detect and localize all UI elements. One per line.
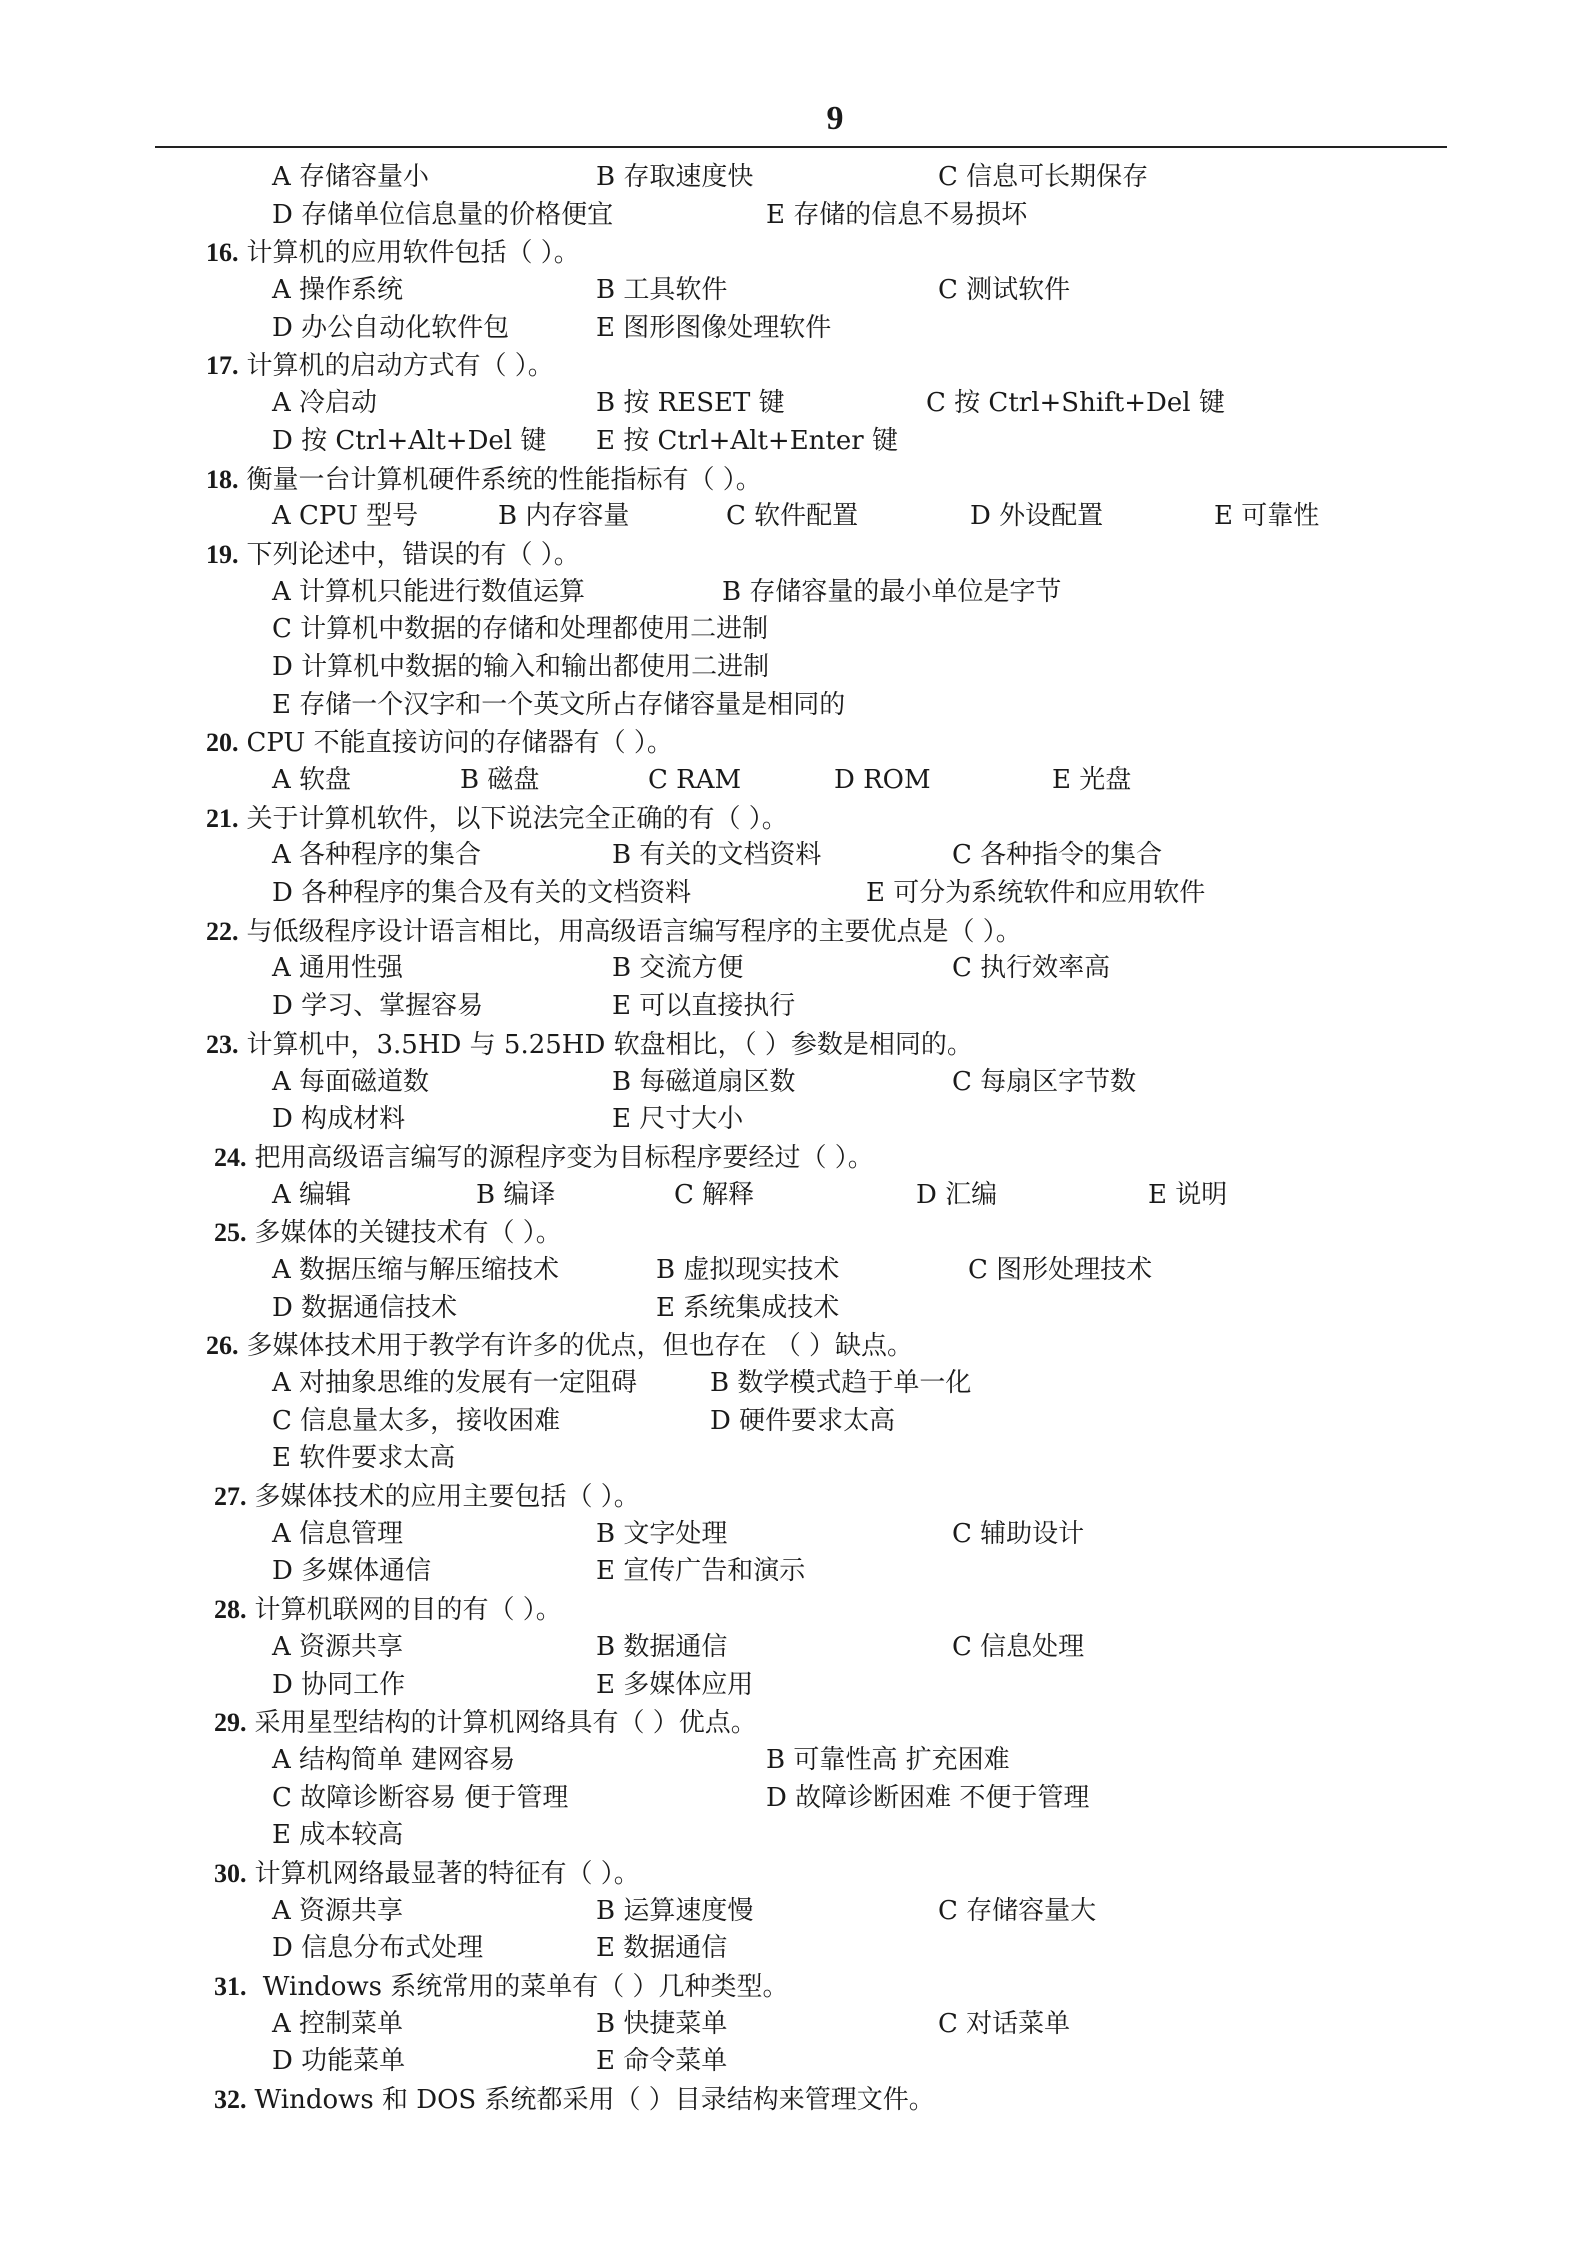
question-row <box>0 461 1594 499</box>
answer-option: B 工具软件 <box>596 275 728 306</box>
options-row <box>0 1101 1594 1139</box>
answer-option: C 解释 <box>674 1179 755 1210</box>
options-row <box>0 385 1594 423</box>
question-stem: 计算机中，3.5HD 与 5.25HD 软盘相比，（ ）参数是相同的。 <box>246 1029 973 1060</box>
question-stem: Windows 和 DOS 系统都采用（ ）目录结构来管理文件。 <box>254 2085 935 2116</box>
answer-option: D 功能菜单 <box>272 2046 406 2077</box>
question-row <box>0 1139 1594 1177</box>
question-stem: 多媒体技术的应用主要包括（ ）。 <box>254 1482 640 1513</box>
answer-option: D 数据通信技术 <box>272 1292 458 1323</box>
answer-option: B 文字处理 <box>596 1518 728 1549</box>
question-text <box>206 347 554 386</box>
question-number: 30. <box>214 1858 247 1888</box>
answer-option: B 虚拟现实技术 <box>656 1254 840 1285</box>
answer-option: C 存储容量大 <box>938 1895 1097 1926</box>
answer-option: A 控制菜单 <box>272 2008 404 2039</box>
answer-option: E 尺寸大小 <box>612 1104 744 1135</box>
answer-option: C 按 Ctrl+Shift+Del 键 <box>926 388 1225 419</box>
answer-option: D ROM <box>834 765 931 795</box>
options-row <box>0 272 1594 310</box>
answer-option: A 计算机只能进行数值运算 <box>272 576 586 607</box>
question-stem: 计算机的启动方式有（ ）。 <box>246 351 554 382</box>
answer-option: D 各种程序的集合及有关的文档资料 <box>272 878 692 909</box>
options-row <box>0 762 1594 800</box>
answer-option: B 存取速度快 <box>596 162 754 192</box>
answer-option: A CPU 型号 <box>272 501 419 532</box>
question-stem: 关于计算机软件，以下说法完全正确的有（ ）。 <box>246 803 788 834</box>
question-number: 29. <box>214 1708 247 1738</box>
answer-option: D 多媒体通信 <box>272 1556 432 1587</box>
question-stem: 计算机的应用软件包括（ ）。 <box>246 238 580 269</box>
question-text <box>206 1026 973 1065</box>
options-row <box>0 1629 1594 1667</box>
answer-option: C 各种指令的集合 <box>952 840 1163 871</box>
question-number: 28. <box>214 1595 247 1625</box>
answer-option: C 信息处理 <box>952 1631 1085 1662</box>
question-stem: 多媒体技术用于教学有许多的优点，但也存在 （ ）缺点。 <box>246 1331 914 1362</box>
question-row <box>0 1855 1594 1893</box>
options-row <box>0 423 1594 461</box>
answer-option: E 命令菜单 <box>596 2046 728 2077</box>
question-number: 24. <box>214 1142 247 1172</box>
answer-option: A 存储容量小 <box>272 162 430 192</box>
answer-option: D 信息分布式处理 <box>272 1933 484 1964</box>
question-row <box>0 347 1594 385</box>
answer-option: D 学习、掌握容易 <box>272 991 484 1022</box>
options-row <box>0 1403 1594 1441</box>
answer-option: A 通用性强 <box>272 953 404 984</box>
question-number: 21. <box>206 803 239 833</box>
question-number: 20. <box>206 728 239 758</box>
page-number: 9 <box>826 100 844 137</box>
header-rule <box>155 146 1447 148</box>
options-row <box>0 837 1594 875</box>
options-row <box>0 1780 1594 1818</box>
answer-option: D 按 Ctrl+Alt+Del 键 <box>272 425 547 456</box>
answer-option: A 数据压缩与解压缩技术 <box>272 1254 560 1285</box>
options-row <box>0 310 1594 348</box>
options-row <box>0 1252 1594 1290</box>
answer-option: B 按 RESET 键 <box>596 388 785 419</box>
question-row <box>0 1327 1594 1365</box>
question-text <box>214 1214 562 1253</box>
question-stem: 与低级程序设计语言相比，用高级语言编写程序的主要优点是（ ）。 <box>246 916 1022 947</box>
question-list <box>0 159 1594 2119</box>
question-stem: 多媒体的关键技术有（ ）。 <box>254 1218 562 1249</box>
options-row <box>0 574 1594 612</box>
answer-option: E 多媒体应用 <box>596 1669 754 1700</box>
options-row <box>0 2006 1594 2044</box>
question-stem: CPU 不能直接访问的存储器有（ ）。 <box>246 728 673 759</box>
answer-option: A 结构简单 建网容易 <box>272 1744 516 1775</box>
question-stem: 计算机联网的目的有（ ）。 <box>254 1595 562 1626</box>
options-row <box>0 1553 1594 1591</box>
answer-option: C 故障诊断容易 便于管理 <box>272 1782 569 1813</box>
options-row <box>0 498 1594 536</box>
question-number: 22. <box>206 916 239 946</box>
answer-option: B 快捷菜单 <box>596 2008 728 2039</box>
answer-option: E 存储一个汉字和一个英文所占存储容量是相同的 <box>272 689 846 720</box>
answer-option: A 资源共享 <box>272 1895 404 1926</box>
options-row <box>0 1893 1594 1931</box>
answer-option: C 信息可长期保存 <box>938 162 1149 192</box>
options-row <box>0 988 1594 1026</box>
answer-option: D 计算机中数据的输入和输出都使用二进制 <box>272 651 770 682</box>
options-row <box>0 159 1594 197</box>
options-row <box>0 1064 1594 1102</box>
answer-option: B 可靠性高 扩充困难 <box>766 1744 1010 1775</box>
options-row <box>0 1930 1594 1968</box>
question-number: 18. <box>206 464 239 494</box>
answer-option: C 辅助设计 <box>952 1518 1085 1549</box>
answer-option: E 数据通信 <box>596 1933 728 1964</box>
options-row <box>0 950 1594 988</box>
question-text <box>206 913 1022 952</box>
question-row <box>0 1478 1594 1516</box>
answer-option: A 操作系统 <box>272 275 404 306</box>
answer-option: B 交流方便 <box>612 953 744 984</box>
answer-option: C 软件配置 <box>726 501 859 532</box>
question-stem: 下列论述中，错误的有（ ）。 <box>246 539 580 570</box>
answer-option: D 协同工作 <box>272 1669 406 1700</box>
answer-option: E 说明 <box>1148 1179 1228 1210</box>
question-row <box>0 913 1594 951</box>
question-text <box>214 1968 789 2007</box>
question-number: 26. <box>206 1331 239 1361</box>
options-row <box>0 1742 1594 1780</box>
answer-option: D 故障诊断困难 不便于管理 <box>766 1782 1090 1813</box>
question-text <box>214 1139 874 1178</box>
options-row <box>0 611 1594 649</box>
answer-option: B 数学模式趋于单一化 <box>710 1368 972 1398</box>
answer-option: C 信息量太多，接收困难 <box>272 1405 561 1436</box>
answer-option: B 内存容量 <box>498 501 630 532</box>
options-row <box>0 1177 1594 1215</box>
question-text <box>206 724 673 763</box>
answer-option: C 测试软件 <box>938 275 1071 306</box>
answer-option: A 编辑 <box>272 1179 352 1210</box>
question-text <box>214 1704 757 1743</box>
question-stem: 计算机网络最显著的特征有（ ）。 <box>254 1858 640 1889</box>
answer-option: E 可靠性 <box>1214 501 1320 532</box>
question-number: 16. <box>206 238 239 268</box>
answer-option: C 计算机中数据的存储和处理都使用二进制 <box>272 614 769 645</box>
answer-option: E 宣传广告和演示 <box>596 1556 806 1587</box>
answer-option: C 对话菜单 <box>938 2008 1071 2039</box>
options-row <box>0 1516 1594 1554</box>
question-row <box>0 724 1594 762</box>
answer-option: D 构成材料 <box>272 1104 406 1135</box>
answer-option: A 信息管理 <box>272 1518 404 1549</box>
question-text <box>206 536 580 575</box>
question-row <box>0 2081 1594 2119</box>
answer-option: C 每扇区字节数 <box>952 1066 1137 1097</box>
answer-option: B 存储容量的最小单位是字节 <box>722 576 1062 607</box>
options-row <box>0 875 1594 913</box>
answer-option: B 运算速度慢 <box>596 1895 754 1926</box>
answer-option: B 编译 <box>476 1179 556 1210</box>
question-number: 27. <box>214 1482 247 1512</box>
answer-option: D 外设配置 <box>970 501 1104 532</box>
question-number: 31. <box>214 1972 247 2001</box>
question-text <box>206 800 788 839</box>
answer-option: A 每面磁道数 <box>272 1066 430 1097</box>
options-row <box>0 1440 1594 1478</box>
question-text <box>214 1478 640 1517</box>
answer-option: D 硬件要求太高 <box>710 1405 896 1436</box>
options-row <box>0 197 1594 235</box>
question-text <box>214 2081 935 2120</box>
options-row <box>0 1667 1594 1705</box>
answer-option: E 软件要求太高 <box>272 1443 456 1474</box>
question-number: 25. <box>214 1218 247 1248</box>
answer-option: B 数据通信 <box>596 1631 728 1662</box>
question-stem: 衡量一台计算机硬件系统的性能指标有（ ）。 <box>246 464 762 495</box>
answer-option: E 可以直接执行 <box>612 991 796 1022</box>
question-text <box>214 1855 640 1894</box>
answer-option: B 有关的文档资料 <box>612 840 822 871</box>
answer-option: D 办公自动化软件包 <box>272 312 510 343</box>
answer-option: E 光盘 <box>1052 765 1132 795</box>
question-row <box>0 234 1594 272</box>
answer-option: E 可分为系统软件和应用软件 <box>866 878 1206 909</box>
answer-option: E 图形图像处理软件 <box>596 312 832 343</box>
answer-option: A 对抽象思维的发展有一定阻碍 <box>272 1368 638 1398</box>
question-number: 17. <box>206 351 239 381</box>
options-row <box>0 649 1594 687</box>
answer-option: C 执行效率高 <box>952 953 1111 984</box>
answer-option: A 软盘 <box>272 765 352 795</box>
question-text <box>214 1591 562 1630</box>
question-text <box>206 234 580 273</box>
answer-option: A 冷启动 <box>272 388 378 419</box>
question-stem: 采用星型结构的计算机网络具有（ ）优点。 <box>254 1708 757 1739</box>
answer-option: D 汇编 <box>916 1179 998 1210</box>
question-text <box>206 1327 913 1366</box>
question-stem: 把用高级语言编写的源程序变为目标程序要经过（ ）。 <box>254 1142 874 1173</box>
question-text <box>206 461 762 500</box>
question-row <box>0 536 1594 574</box>
options-row <box>0 1290 1594 1328</box>
answer-option: C 图形处理技术 <box>968 1254 1153 1285</box>
options-row <box>0 1817 1594 1855</box>
question-row <box>0 1968 1594 2006</box>
question-number: 23. <box>206 1029 239 1059</box>
question-stem: Windows 系统常用的菜单有（ ）几种类型。 <box>254 1972 789 2002</box>
answer-option: E 成本较高 <box>272 1820 404 1851</box>
answer-option: A 资源共享 <box>272 1631 404 1662</box>
options-row <box>0 2043 1594 2081</box>
question-number: 19. <box>206 539 239 569</box>
question-number: 32. <box>214 2085 247 2115</box>
question-row <box>0 1026 1594 1064</box>
options-row <box>0 1365 1594 1403</box>
question-row <box>0 1591 1594 1629</box>
question-row <box>0 1214 1594 1252</box>
answer-option: E 系统集成技术 <box>656 1292 840 1323</box>
question-row <box>0 800 1594 838</box>
answer-option: C RAM <box>648 765 742 795</box>
answer-option: E 按 Ctrl+Alt+Enter 键 <box>596 425 898 456</box>
answer-option: A 各种程序的集合 <box>272 840 482 871</box>
answer-option: D 存储单位信息量的价格便宜 <box>272 199 614 230</box>
answer-option: B 磁盘 <box>460 765 540 795</box>
answer-option: E 存储的信息不易损坏 <box>766 199 1028 230</box>
options-row <box>0 687 1594 725</box>
question-row <box>0 1704 1594 1742</box>
answer-option: B 每磁道扇区数 <box>612 1066 796 1097</box>
